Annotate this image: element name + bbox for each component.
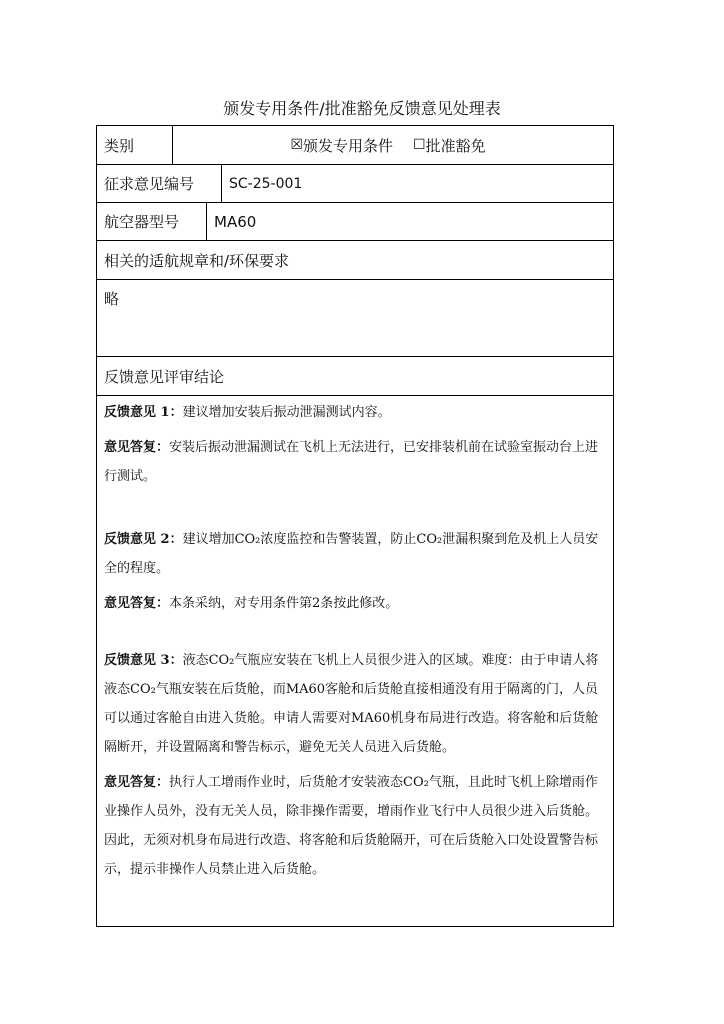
feedback-1-label: 反馈意见 1： (104, 405, 183, 420)
regulations-label: 相关的适航规章和/环保要求 (104, 251, 290, 270)
reply-3-text: 执行人工增雨作业时，后货舱才安装液态CO₂气瓶，且此时飞机上除增雨作业操作人员外，没有无关人员，除非操作需要，增雨作业飞行中人员很少进入后货舱。因此，无须对机身布局进行改造、将客舱和后货舱隔开，可在后货舱入口处设置警告标示，提示非操作人员禁止进入后货舱。 (104, 775, 599, 877)
reply-1-label: 意见答复： (104, 440, 170, 455)
reply-2-text: 本条采纳，对专用条件第2条按此修改。 (169, 596, 399, 611)
conclusion-header: 反馈意见评审结论 (104, 367, 225, 386)
conclusion-header-row (97, 357, 613, 396)
reply-2 (104, 589, 606, 618)
category-label: 类别 (97, 126, 173, 164)
checkbox-checked-icon[interactable]: ☒ (290, 137, 303, 153)
reply-2-label: 意见答复： (104, 596, 170, 611)
feedback-2-text: 建议增加CO₂浓度监控和告警装置，防止CO₂泄漏积聚到危及机上人员安全的程度。 (104, 532, 599, 576)
feedback-3-text: 液态CO₂气瓶应安装在飞机上人员很少进入的区域。难度：由于申请人将液态CO₂气瓶安装在后货舱，而MA60客舱和后货舱直接相通没有用于隔离的门，人员可以通过客舱自由进入货舱。申请人需要对MA60机身布局进行改造。将客舱和后货舱隔断开，并设置隔离和警告标示，避免无关人员进入后货舱。 (104, 653, 599, 755)
option-special-conditions: 颁发专用条件 (302, 136, 393, 155)
aircraft-model-row (97, 203, 613, 241)
feedback-2-label: 反馈意见 2： (104, 532, 183, 547)
feedback-3 (104, 646, 606, 762)
category-options (173, 126, 613, 164)
reply-3 (104, 768, 606, 884)
comment-number-row (97, 165, 613, 203)
regulations-content: 略 (104, 290, 120, 308)
option-exemption: 批准豁免 (425, 136, 486, 155)
feedback-2 (104, 525, 606, 583)
form-title: 颁发专用条件/批准豁免反馈意见处理表 (223, 99, 501, 118)
feedback-form-table (96, 125, 614, 927)
regulations-row (97, 241, 613, 280)
feedback-1 (104, 398, 606, 427)
checkbox-unchecked-icon[interactable]: ☐ (413, 137, 426, 153)
regulations-content-row (97, 280, 613, 357)
feedback-3-label: 反馈意见 3： (104, 653, 183, 668)
category-row (97, 126, 613, 165)
comment-number-value: SC-25-001 (229, 175, 303, 192)
aircraft-model-value: MA60 (214, 212, 257, 231)
feedback-body (104, 398, 606, 884)
aircraft-model-label: 航空器型号 (97, 203, 207, 240)
feedback-1-text: 建议增加安装后振动泄漏测试内容。 (182, 405, 391, 420)
reply-1-text: 安装后振动泄漏测试在飞机上无法进行，已安排装机前在试验室振动台上进行测试。 (104, 440, 599, 484)
comment-number-label: 征求意见编号 (97, 165, 222, 202)
reply-1 (104, 433, 606, 491)
reply-3-label: 意见答复： (104, 775, 170, 790)
